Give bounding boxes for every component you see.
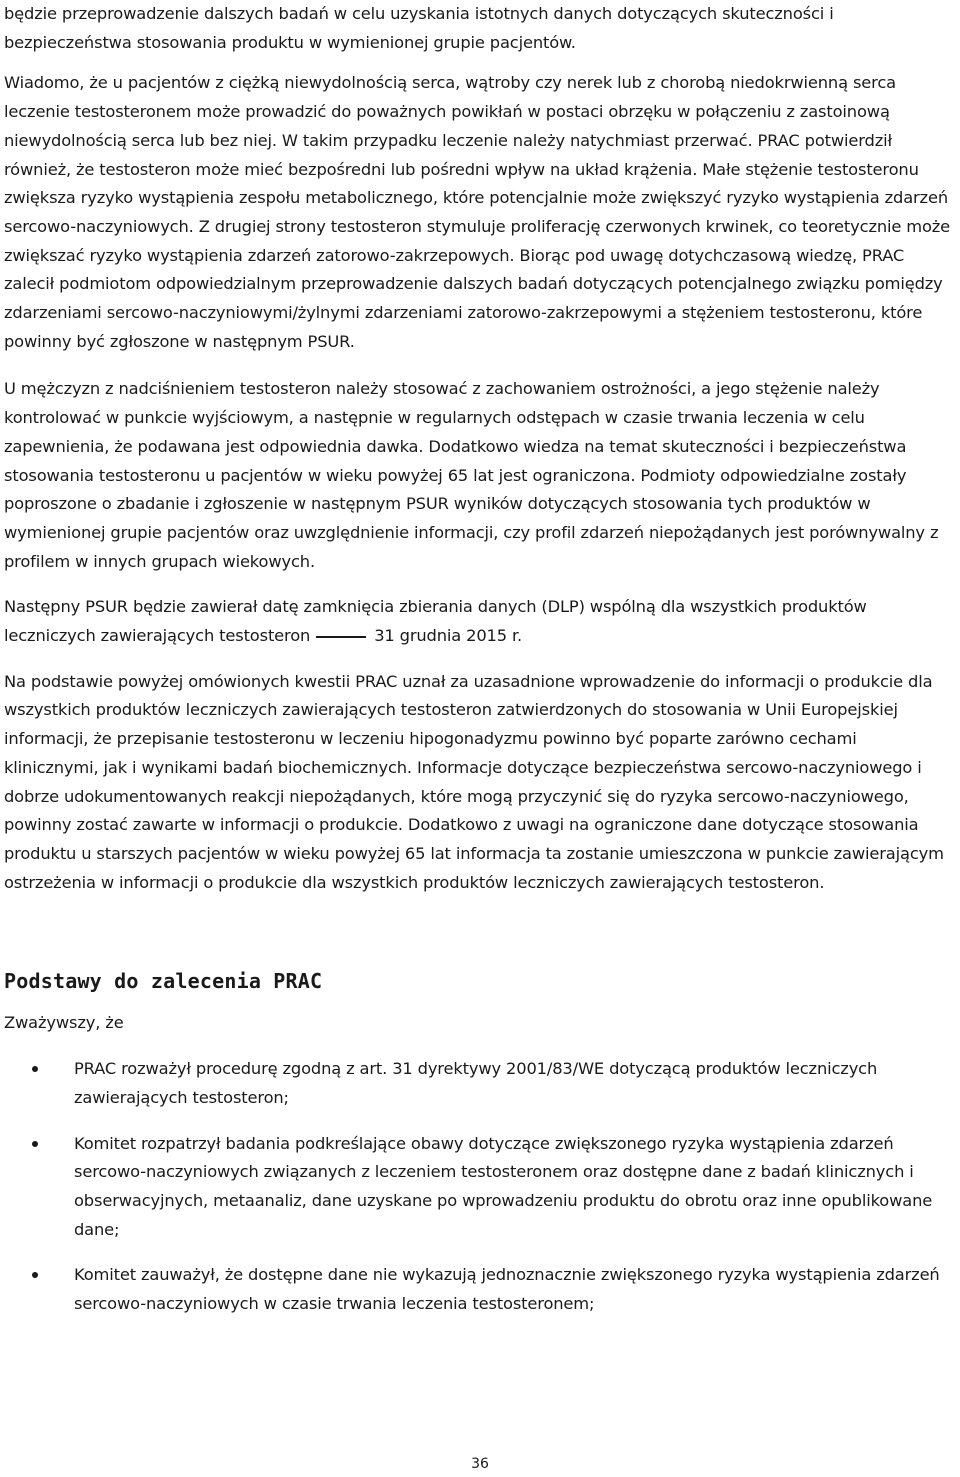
list-item-text: Komitet zauważył, że dostępne dane nie wykazują jednoznacznie zwiększonego ryzyka wystąpienia zdarzeń sercowo-naczyniowych w czasie trwania leczenia testosteronem; [74, 1265, 940, 1314]
paragraph-continuation: będzie przeprowadzenie dalszych badań w celu uzyskania istotnych danych dotyczących skuteczności i bezpieczeństwa stosowania produktu w wymienionej grupie pacjentów. [4, 4, 834, 52]
list-item-text: PRAC rozważył procedurę zgodną z art. 31 dyrektywy 2001/83/WE dotyczącą produktów leczniczych zawierających testosteron; [74, 1059, 878, 1107]
psur-text: Następny PSUR będzie zawierał datę zamknięcia zbierania danych (DLP) wspólną dla wszystkich produktów leczniczych zawierających testosteron [4, 597, 867, 646]
dlp-date: 31 grudnia 2015 r. [374, 626, 523, 646]
page-number: 36 [471, 1456, 489, 1472]
paragraph-psur [4, 593, 956, 650]
section-intro: Zważywszy, że [4, 1013, 124, 1033]
em-dash [316, 636, 366, 638]
list-item-text: Komitet rozpatrzył badania podkreślające obawy dotyczące zwiększonego ryzyka wystąpienia zdarzeń sercowo-naczyniowych związanych z leczeniem testosteronem oraz dostępne dane z badań klinicznych i obserwacyjnych, metaanaliz, dane uzyskane po wprowadzeniu produktu do obrotu oraz inne opublikowane dane; [74, 1133, 933, 1239]
list-item [4, 1261, 956, 1318]
bullet-icon [32, 1141, 38, 1147]
document-page [4, 0, 956, 1336]
bullet-list [4, 1055, 956, 1319]
bullet-icon [32, 1066, 38, 1072]
list-item [4, 1130, 956, 1245]
paragraph-cardiac-risk: Wiadomo, że u pacjentów z ciężką niewydolnością serca, wątroby czy nerek lub z chorobą niedokrwienną serca leczenie testosteronem może prowadzić do poważnych powikłań w postaci obrzęku w połączeniu z zastoinową niewydolnością serca lub bez niej. W takim przypadku leczenie należy natychmiast przerwać. PRAC potwierdził również, że testosteron może mieć bezpośredni lub pośredni wpływ na układ krążenia. Małe stężenie testosteronu zwiększa ryzyko wystąpienia zespołu metabolicznego, które potencjalnie może zwiększyć ryzyko wystąpienia zdarzeń sercowo-naczyniowych. Z drugiej strony testosteron stymuluje proliferację czerwonych krwinek, co teoretycznie może zwiększać ryzyko wystąpienia zdarzeń zatorowo-zakrzepowych. Biorąc pod uwagę dotychczasową wiedzę, PRAC zalecił podmiotom odpowiedzialnym przeprowadzenie dalszych badań dotyczących potencjalnego związku pomiędzy zdarzeniami sercowo-naczyniowymi/żylnymi zdarzeniami zatorowo-zakrzepowymi a stężeniem testosteronu, które powinny być zgłoszone w następnym PSUR. [4, 73, 951, 351]
bullet-icon [32, 1272, 38, 1278]
list-item [4, 1055, 956, 1112]
section-heading: Podstawy do zalecenia PRAC [4, 969, 323, 994]
paragraph-hypertension: U mężczyzn z nadciśnieniem testosteron należy stosować z zachowaniem ostrożności, a jego stężenie należy kontrolować w punkcie wyjściowym, a następnie w regularnych odstępach w czasie trwania leczenia w celu zapewnienia, że podawana jest odpowiednia dawka. Dodatkowo wiedza na temat skuteczności i bezpieczeństwa stosowania testosteronu u pacjentów w wieku powyżej 65 lat jest ograniczona. Podmioty odpowiedzialne zostały poproszone o zbadanie i zgłoszenie w następnym PSUR wyników dotyczących stosowania tych produktów w wymienionej grupie pacjentów oraz uwzględnienie informacji, czy profil zdarzeń niepożądanych jest porównywalny z profilem w innych grupach wiekowych. [4, 379, 939, 571]
paragraph-product-info: Na podstawie powyżej omówionych kwestii PRAC uznał za uzasadnione wprowadzenie do informacji o produkcie dla wszystkich produktów leczniczych zawierających testosteron zatwierdzonych do stosowania w Unii Europejskiej informacji, że przepisanie testosteronu w leczeniu hipogonadyzmu powinno być poparte zarówno cechami klinicznymi, jak i wynikami badań biochemicznych. Informacje dotyczące bezpieczeństwa sercowo-naczyniowego i dobrze udokumentowanych reakcji niepożądanych, które mogą przyczynić się do ryzyka sercowo-naczyniowego, powinny zostać zawarte w informacji o produkcie. Dodatkowo z uwagi na ograniczone dane dotyczące stosowania produktu u starszych pacjentów w wieku powyżej 65 lat informacja ta zostanie umieszczona w punkcie zawierającym ostrzeżenia w informacji o produkcie dla wszystkich produktów leczniczych zawierających testosteron. [4, 671, 944, 892]
